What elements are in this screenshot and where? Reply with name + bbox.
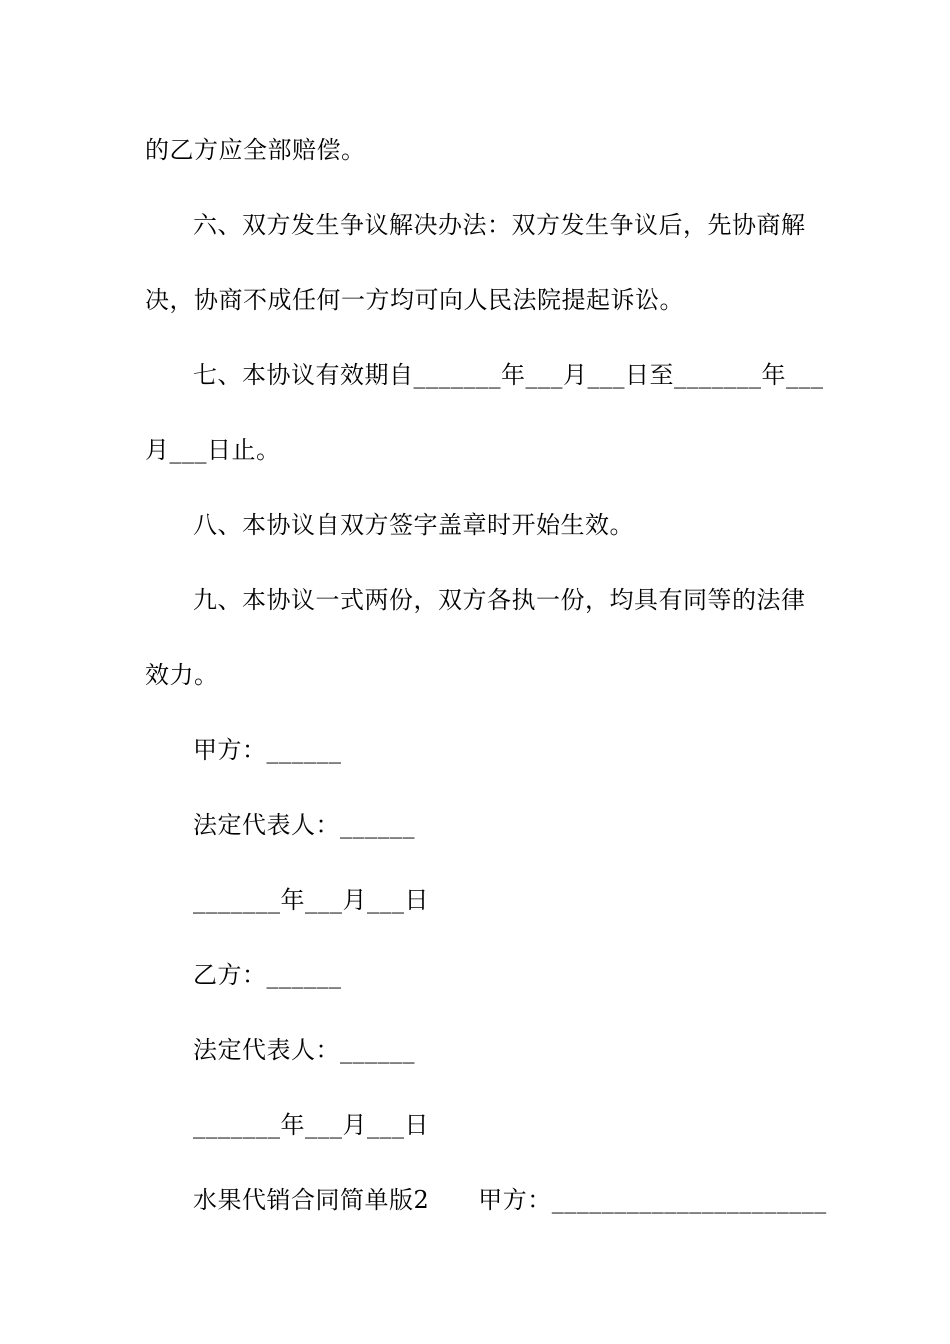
clause-seven-heading-line: 七、本协议有效期自_______年___月___日至_______年___: [193, 361, 824, 389]
clause-nine-heading-line: 九、本协议一式两份，双方各执一份，均具有同等的法律: [193, 586, 806, 614]
party-b-date-line: _______年___月___日: [193, 1111, 429, 1139]
party-b-signature-line: 乙方：______: [193, 961, 342, 989]
party-a-date-line: _______年___月___日: [193, 886, 429, 914]
paragraph-line: 决，协商不成任何一方均可向人民法院提起诉讼。: [145, 286, 684, 314]
party-a-signature-line: 甲方：______: [193, 736, 342, 764]
paragraph-line: 的乙方应全部赔偿。: [145, 136, 366, 164]
paragraph-line: 效力。: [145, 661, 219, 689]
next-contract-title-line: 水果代销合同简单版2 甲方：______________________: [193, 1186, 827, 1214]
clause-six-heading-line: 六、双方发生争议解决办法：双方发生争议后，先协商解: [193, 211, 806, 239]
party-b-representative-line: 法定代表人：______: [193, 1036, 415, 1064]
clause-eight-line: 八、本协议自双方签字盖章时开始生效。: [193, 511, 634, 539]
paragraph-line: 月___日止。: [145, 436, 281, 464]
party-a-representative-line: 法定代表人：______: [193, 811, 415, 839]
